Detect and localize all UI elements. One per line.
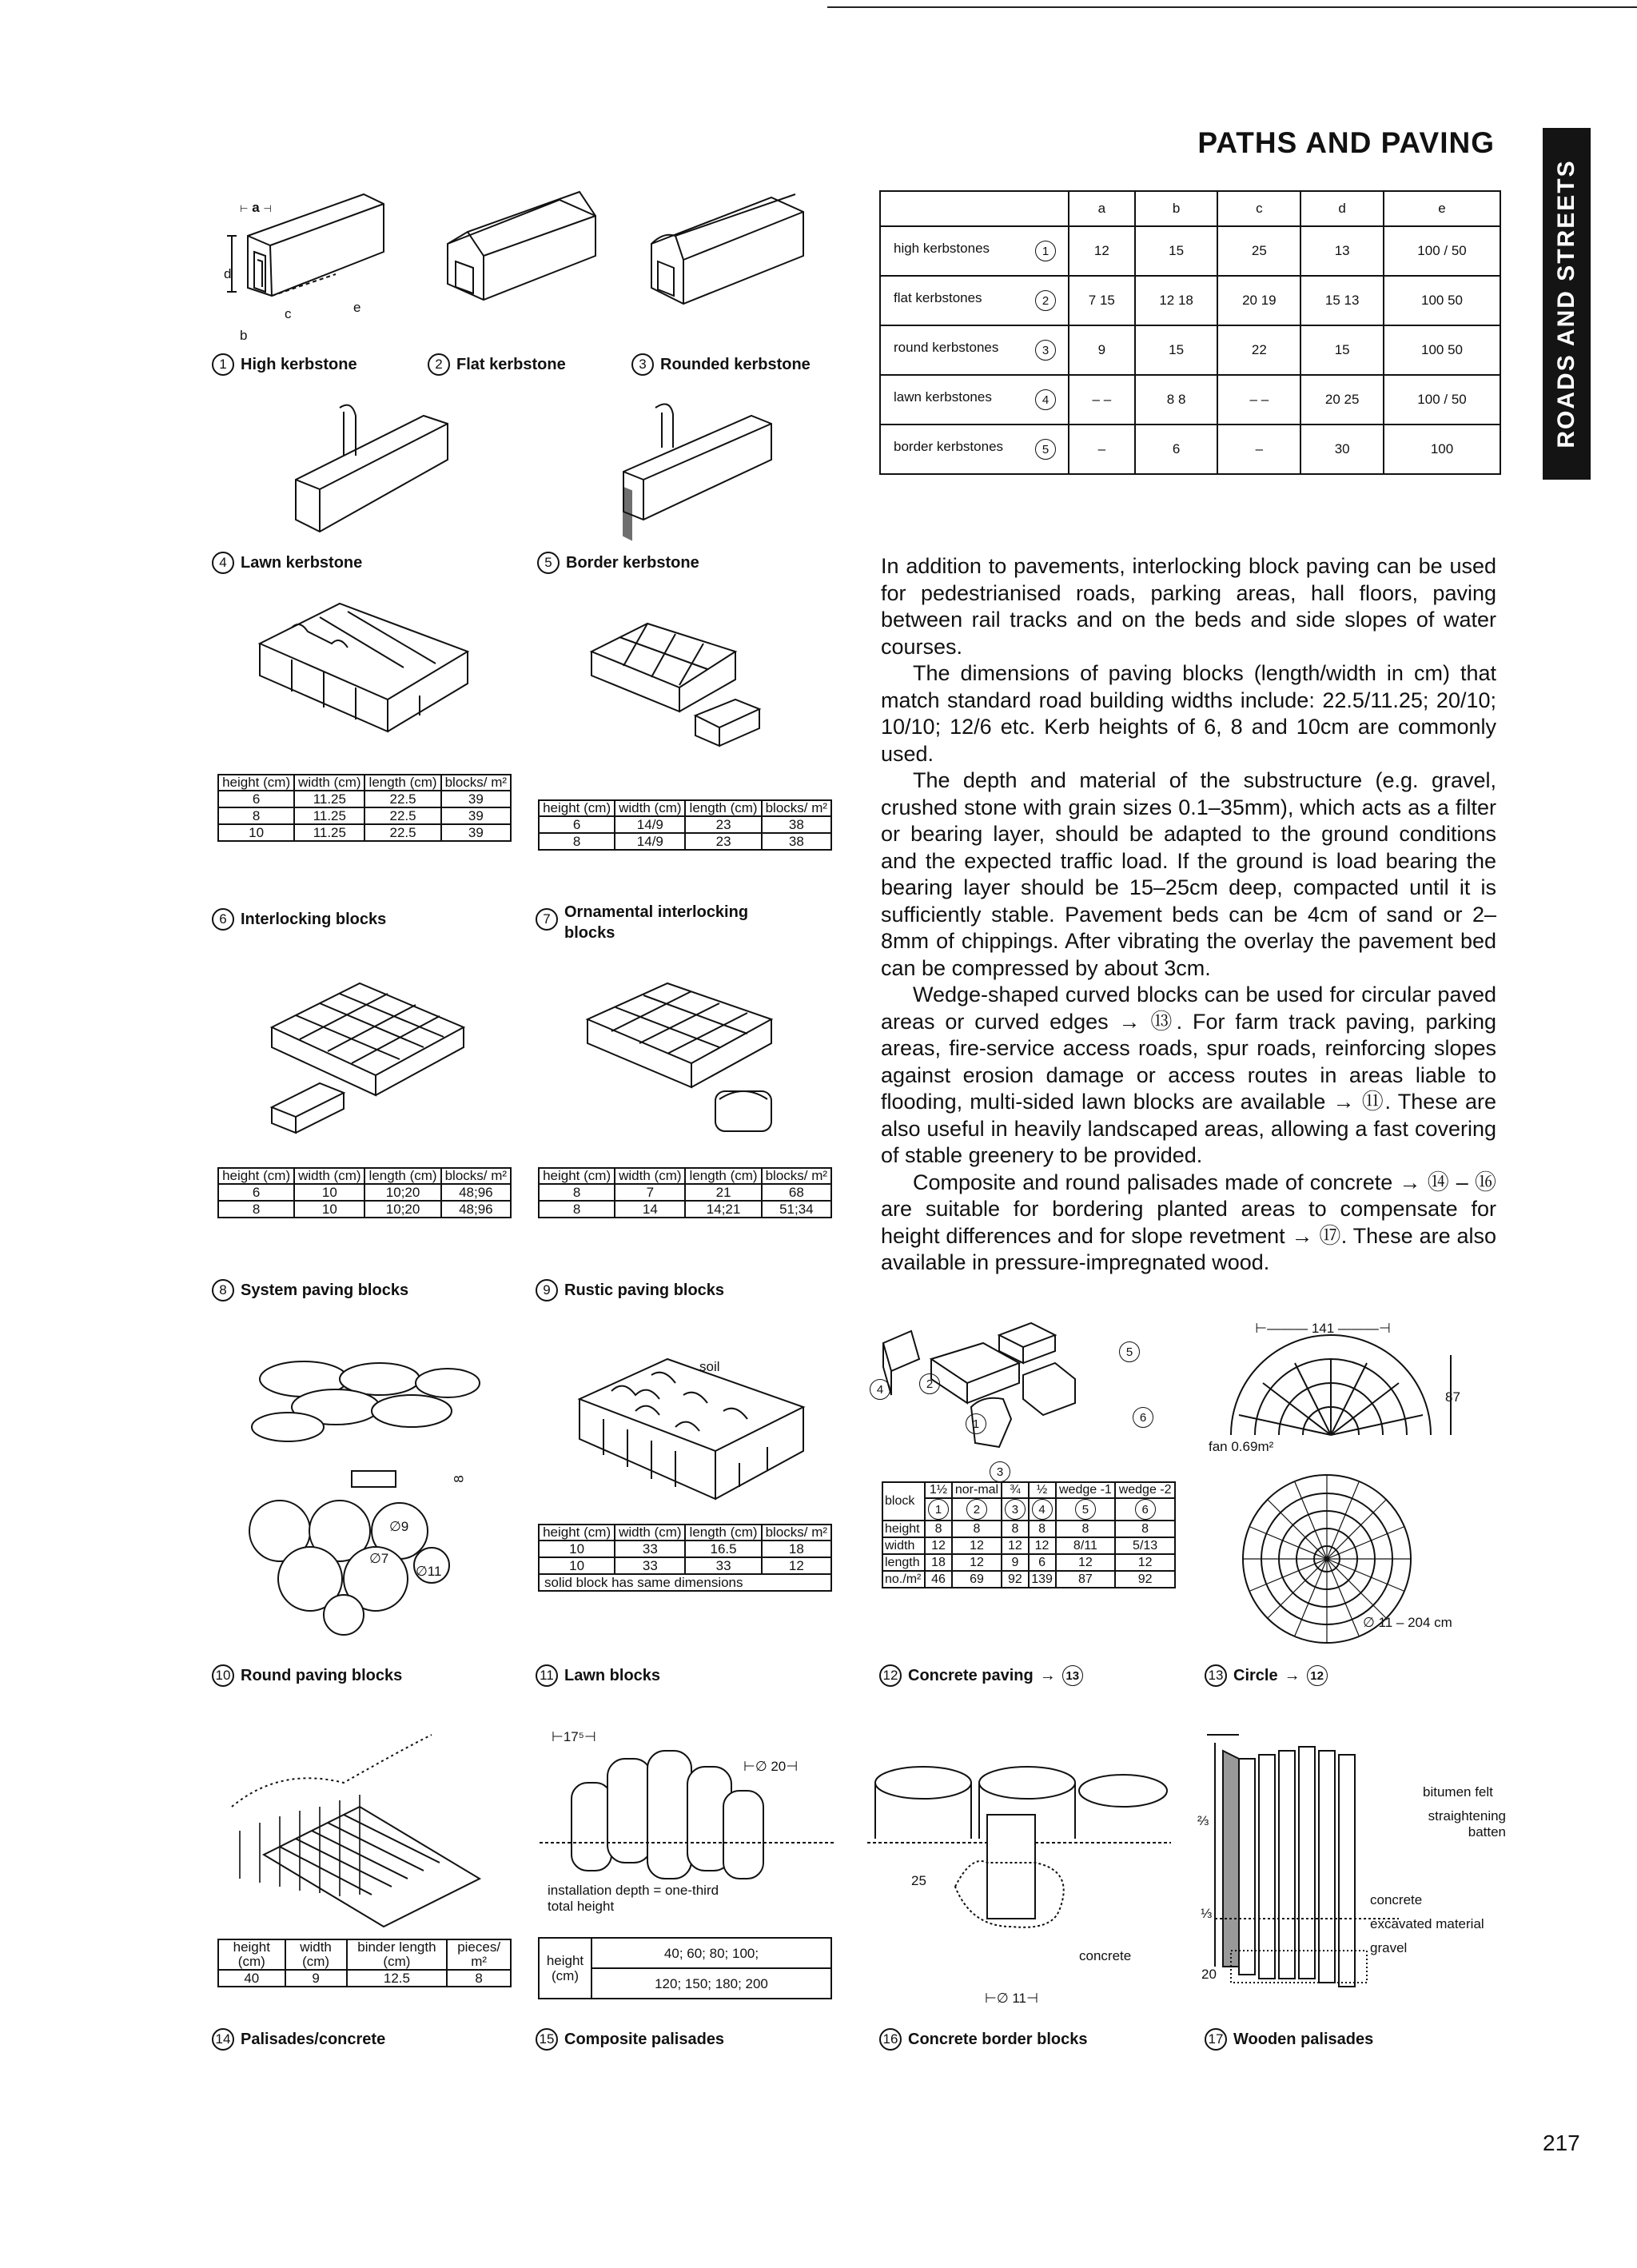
interlocking-blocks-table: height (cm) width (cm) length (cm) blocks/ m² 6 11.25 22.5 39 8 11.25 22.5 39 10 11.25 22.5 39: [217, 774, 512, 842]
kerb-row: flat kerbstones 2 7 15 12 18 20 19 15 13 100 50: [880, 276, 1500, 325]
paragraph: The depth and material of the substructure (e.g. gravel, crushed stone with grain sizes 0.1–35mm), which acts as a filter or bearing layer, should be adapted to the ground conditions and the expected traffic load. If the ground is load bearing the bearing layer should be 15–25cm deep, compacted until it is sufficiently stable. Pavement beds can be 4cm of sand or 2–8mm of chippings. After vibrating the overlay the pavement bed can be compressed by about 3cm.: [881, 768, 1496, 980]
paving-num-5: 5: [1119, 1341, 1140, 1362]
palisades-concrete-figure: [216, 1719, 512, 1927]
caption-rounded-kerbstone: 3 Rounded kerbstone: [631, 353, 811, 376]
fan-area-label: fan 0.69m²: [1209, 1439, 1274, 1454]
kerb-header-d: d: [1300, 191, 1384, 226]
side-section-tab: [1543, 128, 1591, 480]
wp-excavated-label: excavated material: [1370, 1916, 1484, 1931]
caption-interlocking-blocks: 6 Interlocking blocks: [212, 908, 386, 931]
wp-concrete-label: concrete: [1370, 1892, 1423, 1907]
side-tab-label: ROADS AND STREETS: [1553, 159, 1579, 448]
page-number: 217: [1543, 2130, 1580, 2155]
caption-lawn-blocks: 11 Lawn blocks: [536, 1664, 660, 1687]
table-row: 8 14 14;21 51;34: [539, 1201, 831, 1218]
kerb-row: round kerbstones 3 9 15 22 15 100 50: [880, 325, 1500, 375]
paving-num-3: 3: [990, 1461, 1010, 1482]
table-row: 40 9 12.5 8: [218, 1970, 511, 1987]
caption-concrete-paving: 12 Concrete paving → 13: [879, 1664, 1083, 1687]
table-row: 10 33 33 12: [539, 1557, 831, 1574]
flat-kerbstone-figure: [432, 188, 615, 332]
system-paving-figure: [256, 971, 496, 1147]
table-row: 8 10 10;20 48;96: [218, 1201, 511, 1218]
border-dim-11: ⊢∅ 11⊣: [985, 1991, 1038, 2006]
composite-palisades-figure: [540, 1719, 835, 1895]
round-thickness-8: 8: [451, 1475, 467, 1483]
caption-border-kerbstone: 5 Border kerbstone: [537, 552, 699, 574]
paragraph: Composite and round palisades made of concrete → ⑭ – ⑯ are suitable for bordering planted areas to compensate for height differences and for slope revetment → ⑰. These are also available in pressure-impregnated wood.: [881, 1170, 1496, 1274]
concrete-paving-figure: [871, 1319, 1159, 1479]
paving-num-4: 4: [870, 1379, 890, 1400]
caption-high-kerbstone: 1 High kerbstone: [212, 353, 357, 376]
circle-dimensions-label: ∅ 11 – 204 cm: [1363, 1615, 1452, 1630]
kerb-dim-a: ⊢ a ⊣: [240, 200, 272, 215]
kerb-dim-d: d: [224, 266, 232, 281]
wp-20-label: 20: [1201, 1967, 1217, 1982]
round-dia-7: ∅7: [369, 1551, 389, 1566]
caption-palisades-concrete: 14 Palisades/concrete: [212, 2028, 385, 2051]
paragraph: The dimensions of paving blocks (length/width in cm) that match standard road building widths include: 22.5/11.25; 20/10; 10/10; 12/6 etc. Kerb heights of 6, 8 and 10cm are commonly used.: [881, 661, 1496, 766]
table-row: 10 33 16.5 18: [539, 1541, 831, 1557]
caption-round-paving: 10 Round paving blocks: [212, 1664, 402, 1687]
border-concrete-label: concrete: [1079, 1948, 1132, 1963]
round-dia-9: ∅9: [389, 1519, 409, 1534]
ornamental-blocks-figure: [576, 604, 791, 771]
table-row: 8 11.25 22.5 39: [218, 807, 511, 824]
caption-circle: 13 Circle → 12: [1205, 1664, 1328, 1687]
caption-composite-palisades: 15 Composite palisades: [536, 2028, 724, 2051]
rustic-paving-table: height (cm) width (cm) length (cm) blocks/ m² 8 7 21 68 8 14 14;21 51;34: [538, 1167, 832, 1218]
table-row: 8 14/9 23 38: [539, 833, 831, 850]
round-dia-11: ∅11: [416, 1564, 442, 1579]
page-title: PATHS AND PAVING: [1197, 126, 1495, 159]
table-row: width 12 12 12 12 8/11 5/13: [882, 1537, 1175, 1554]
wp-bitumen-label: bitumen felt: [1423, 1784, 1493, 1800]
round-paving-figure: [240, 1351, 488, 1639]
kerb-header-blank: [880, 191, 1069, 226]
kerb-header-b: b: [1135, 191, 1218, 226]
kerb-row: high kerbstones 1 12 15 25 13 100 / 50: [880, 226, 1500, 276]
interlocking-blocks-figure: [244, 596, 484, 755]
top-rule: [827, 6, 1637, 8]
caption-system-paving: 8 System paving blocks: [212, 1279, 408, 1301]
body-text: [881, 553, 1496, 1277]
wp-gravel-label: gravel: [1370, 1940, 1408, 1955]
caption-ornamental-blocks: 7 Ornamental interlocking blocks: [536, 902, 796, 943]
kerb-dim-b: b: [240, 328, 248, 343]
wp-one-third-label: ⅓: [1201, 1906, 1213, 1921]
lawn-blocks-figure: [564, 1351, 819, 1519]
paving-num-1: 1: [966, 1413, 986, 1434]
lawn-kerbstone-figure: [288, 400, 464, 544]
caption-concrete-border-blocks: 16 Concrete border blocks: [879, 2028, 1088, 2051]
table-row: length 18 12 9 6 12 12: [882, 1554, 1175, 1571]
table-row: 8 7 21 68: [539, 1184, 831, 1201]
composite-dim-20: ⊢∅ 20⊣: [743, 1759, 799, 1774]
paragraph: Wedge-shaped curved blocks can be used for circular paved areas or curved edges → ⑬. For farm track paving, parking areas, fire-service access roads, spur roads, reinforcing slopes against erosion damage or access routes in areas liable to flooding, multi-sided lawn blocks are available → ⑪. These are also useful in heavily landscaped areas, allowing a fast covering of stable greenery to be provided.: [881, 983, 1496, 1167]
fan-width-label: ⊢——— 141 ———⊣: [1255, 1321, 1391, 1336]
system-paving-table: height (cm) width (cm) length (cm) blocks/ m² 6 10 10;20 48;96 8 10 10;20 48;96: [217, 1167, 512, 1218]
table-row: no./m² 46 69 92 139 87 92: [882, 1571, 1175, 1588]
kerb-row: border kerbstones 5 – 6 – 30 100: [880, 425, 1500, 474]
table-row: height 8 8 8 8 8 8: [882, 1521, 1175, 1537]
composite-dim-175: ⊢17⁵⊣: [552, 1729, 596, 1744]
rustic-paving-figure: [572, 971, 803, 1163]
palisades-concrete-table: height (cm) width (cm) binder length (cm) pieces/ m² 40 9 12.5 8: [217, 1939, 512, 1987]
fan-figure: [1215, 1343, 1447, 1447]
table-row: 6 11.25 22.5 39: [218, 791, 511, 807]
composite-palisades-table: height (cm) 40; 60; 80; 100; 120; 150; 180; 200: [538, 1937, 832, 1999]
paragraph: In addition to pavements, interlocking block paving can be used for pedestrianised roads, parking areas, hall floors, paving between rail tracks and on the beds and side slopes of water courses.: [881, 554, 1496, 659]
lawn-blocks-table: height (cm) width (cm) length (cm) blocks/ m² 10 33 16.5 18 10 33 33 12 solid block has same dimensions: [538, 1524, 832, 1592]
table-row: 6 10 10;20 48;96: [218, 1184, 511, 1201]
kerb-header-e: e: [1384, 191, 1500, 226]
arrow-icon: →: [1039, 1666, 1056, 1684]
border-kerbstone-figure: [607, 400, 791, 544]
wp-straightening-label: straightening batten: [1428, 1808, 1506, 1840]
kerb-row: lawn kerbstones 4 – – 8 8 – – 20 25 100 / 50: [880, 375, 1500, 425]
installation-depth-note: installation depth = one-third total height: [548, 1883, 719, 1914]
paving-num-6: 6: [1133, 1407, 1153, 1428]
kerb-header-c: c: [1217, 191, 1300, 226]
wp-two-thirds-label: ⅔: [1197, 1813, 1209, 1828]
caption-lawn-kerbstone: 4 Lawn kerbstone: [212, 552, 362, 574]
ornamental-blocks-table: height (cm) width (cm) length (cm) blocks/ m² 6 14/9 23 38 8 14/9 23 38: [538, 799, 832, 851]
table-row: 10 11.25 22.5 39: [218, 824, 511, 841]
arrow-icon: →: [1284, 1666, 1300, 1684]
kerb-dim-c: c: [285, 306, 292, 321]
paving-num-2: 2: [919, 1373, 940, 1394]
kerb-header-a: a: [1069, 191, 1135, 226]
caption-rustic-paving: 9 Rustic paving blocks: [536, 1279, 724, 1301]
fan-height-label: 87: [1445, 1389, 1460, 1405]
lawn-blocks-soil-label: soil: [699, 1359, 720, 1374]
rounded-kerbstone-figure: [635, 188, 835, 340]
border-dim-25: 25: [911, 1873, 926, 1888]
concrete-paving-table: block 1½ nor-mal ¾ ½ wedge -1 wedge -2 1 2 3 4 5 6 height 8 8 8 8 8 8 width 12 12 12 12 8/11 5/13 length 18 12 9 6 12 12 no./m² 46 69 92 139 87 92: [882, 1481, 1176, 1588]
kerbstone-dimensions-table: [879, 190, 1501, 475]
kerb-dim-e: e: [353, 300, 361, 315]
table-row: 6 14/9 23 38: [539, 816, 831, 833]
caption-wooden-palisades: 17 Wooden palisades: [1205, 2028, 1373, 2051]
caption-flat-kerbstone: 2 Flat kerbstone: [428, 353, 566, 376]
concrete-border-figure: [867, 1751, 1171, 1935]
